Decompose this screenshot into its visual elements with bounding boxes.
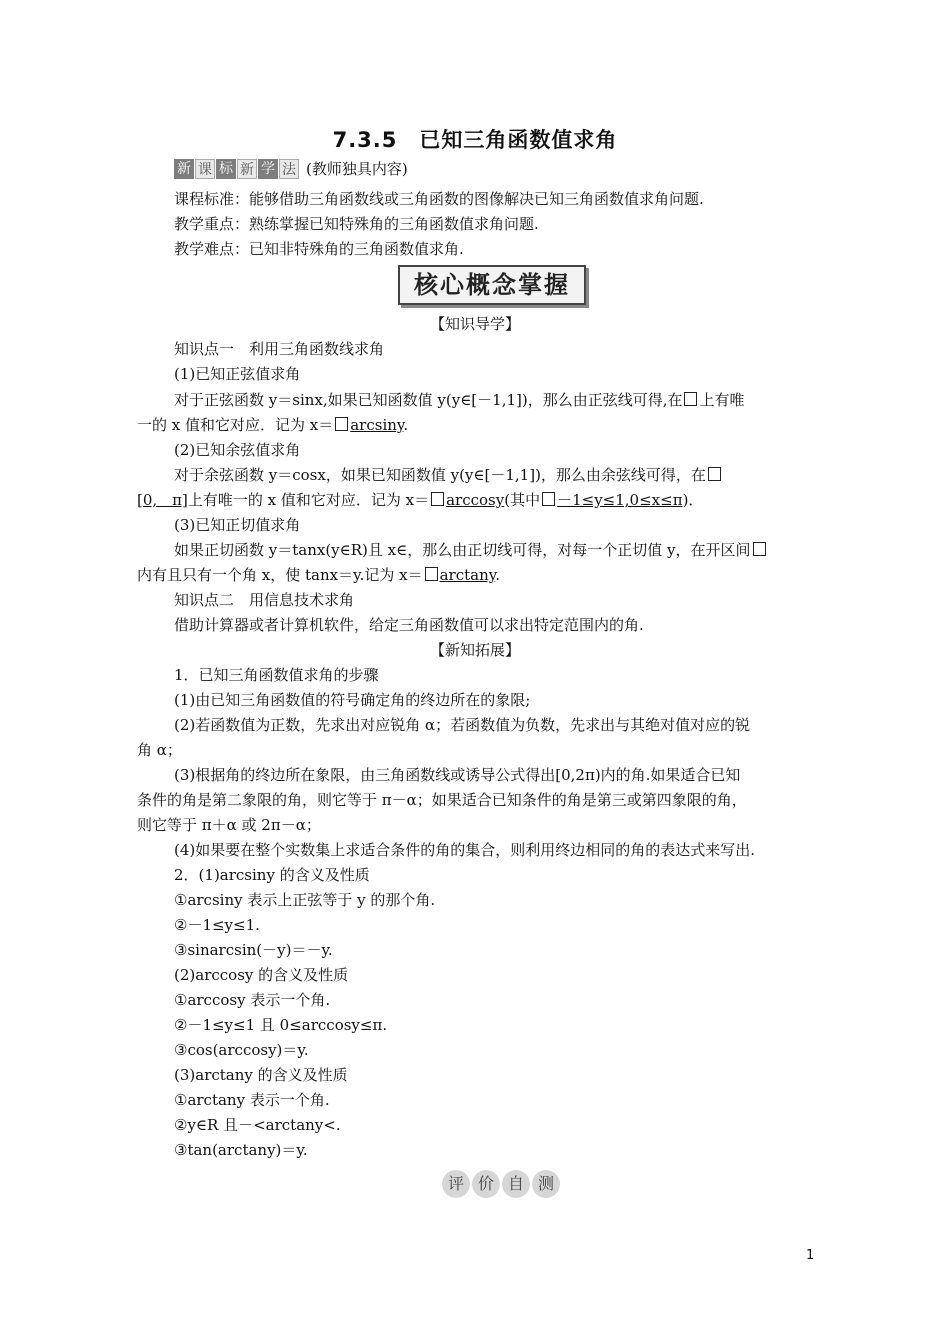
badge-char: 标 bbox=[216, 159, 236, 179]
step-3-line-1: (3)根据角的终边所在象限，由三角函数线或诱导公式得出[0,2π)内的角.如果适合已知 bbox=[174, 766, 741, 784]
arctan-heading: (3)arctany 的含义及性质 bbox=[174, 1066, 348, 1084]
steps-heading: 1．已知三角函数值求角的步骤 bbox=[174, 666, 379, 684]
subheading-tangent: (3)已知正切值求角 bbox=[174, 516, 301, 534]
arccos-property-2: ②－1≤y≤1 且 0≤arccosy≤π. bbox=[174, 1016, 388, 1034]
cosine-interval: [0, π] bbox=[137, 491, 188, 509]
teaching-difficulty: 教学难点：已知非特殊角的三角函数值求角. bbox=[174, 240, 464, 258]
badge-note: (教师独具内容) bbox=[306, 160, 408, 178]
cosine-condition: －1≤y≤1,0≤x≤π bbox=[540, 491, 682, 509]
arctan-property-3: ③tan(arctany)＝y. bbox=[174, 1141, 308, 1159]
subheading-cosine: (2)已知余弦值求角 bbox=[174, 441, 301, 459]
badge-char: 法 bbox=[279, 159, 299, 179]
badge-char: 课 bbox=[195, 159, 215, 179]
arcsin-property-1: ①arcsiny 表示上正弦等于 y 的那个角. bbox=[174, 891, 436, 909]
course-standard: 课程标准：能够借助三角函数线或三角函数的图像解决已知三角函数值求角问题. bbox=[174, 190, 704, 208]
step-1: (1)由已知三角函数值的符号确定角的终边所在的象限; bbox=[174, 691, 531, 709]
tangent-paragraph-line-2: 内有且只有一个角 x，使 tanx＝y.记为 x＝ arctany. bbox=[137, 566, 500, 584]
arctan-property-1: ①arctany 表示一个角. bbox=[174, 1091, 330, 1109]
eval-char: 价 bbox=[472, 1170, 500, 1198]
arcsin-heading: 2．(1)arcsiny 的含义及性质 bbox=[174, 866, 370, 884]
eval-char: 评 bbox=[442, 1170, 470, 1198]
arctan-property-2: ②y∈R 且－<arctany<. bbox=[174, 1116, 341, 1134]
cosine-paragraph-line-1: 对于余弦函数 y＝cosx，如果已知函数值 y(y∈[－1,1])，那么由余弦线可得，在 bbox=[174, 464, 723, 485]
concept-section-banner: 核心概念掌握 bbox=[398, 265, 586, 305]
technology-paragraph: 借助计算器或者计算机软件，给定三角函数值可以求出特定范围内的角. bbox=[174, 616, 644, 634]
step-4: (4)如果要在整个实数集上求适合条件的角的集合，则利用终边相同的角的表达式来写出. bbox=[174, 841, 756, 859]
new-knowledge-heading: 【新知拓展】 bbox=[429, 641, 520, 659]
tangent-answer: arctany bbox=[423, 566, 496, 584]
arccos-property-1: ①arccosy 表示一个角. bbox=[174, 991, 331, 1009]
blank-box bbox=[708, 467, 721, 481]
sine-paragraph-line-1: 对于正弦函数 y＝sinx,如果已知函数值 y(y∈[－1,1])，那么由正弦线可得,在 上有唯 bbox=[174, 391, 745, 409]
badge-char: 学 bbox=[258, 159, 278, 179]
badge-row bbox=[174, 158, 408, 179]
step-2-line-2: 角 α； bbox=[137, 741, 182, 759]
page-title: 7.3.5 已知三角函数值求角 bbox=[332, 128, 618, 152]
cosine-paragraph-line-2: [0, π]上有唯一的 x 值和它对应．记为 x＝ arccosy(其中 －1≤y≤1,0≤x≤π)． bbox=[137, 491, 704, 509]
step-3-line-2: 条件的角是第二象限的角，则它等于 π－α；如果适合已知条件的角是第三或第四象限的角， bbox=[137, 791, 747, 809]
arcsin-property-2: ②－1≤y≤1. bbox=[174, 916, 260, 934]
eval-char: 自 bbox=[502, 1170, 530, 1198]
sine-answer: arcsiny bbox=[333, 416, 403, 434]
teaching-focus: 教学重点：熟练掌握已知特殊角的三角函数值求角问题. bbox=[174, 215, 539, 233]
cosine-answer: arccosy bbox=[429, 491, 504, 509]
badge-char: 新 bbox=[174, 159, 194, 179]
arccos-property-3: ③cos(arccosy)＝y. bbox=[174, 1041, 309, 1059]
knowledge-guide-heading: 【知识导学】 bbox=[429, 315, 520, 333]
blank-box bbox=[684, 392, 697, 406]
tangent-paragraph-line-1: 如果正切函数 y＝tanx(y∈R)且 x∈，那么由正切线可得，对每一个正切值 y，在开区间 bbox=[174, 539, 768, 560]
page-number: 1 bbox=[806, 1248, 815, 1263]
subheading-sine: (1)已知正弦值求角 bbox=[174, 365, 301, 383]
arcsin-property-3: ③sinarcsin(－y)＝－y. bbox=[174, 941, 333, 959]
sine-paragraph-line-2: 一的 x 值和它对应．记为 x＝ arcsiny. bbox=[137, 416, 409, 434]
blank-box bbox=[753, 542, 766, 556]
knowledge-point-1: 知识点一 利用三角函数线求角 bbox=[174, 340, 385, 358]
step-3-line-3: 则它等于 π＋α 或 2π－α； bbox=[137, 816, 321, 834]
step-2-line-1: (2)若函数值为正数，先求出对应锐角 α；若函数值为负数，先求出与其绝对值对应的锐 bbox=[174, 716, 751, 734]
self-evaluation-banner bbox=[442, 1170, 562, 1198]
knowledge-point-2: 知识点二 用信息技术求角 bbox=[174, 591, 355, 609]
eval-char: 测 bbox=[532, 1170, 560, 1198]
badge-char: 新 bbox=[237, 159, 257, 179]
arccos-heading: (2)arccosy 的含义及性质 bbox=[174, 966, 349, 984]
